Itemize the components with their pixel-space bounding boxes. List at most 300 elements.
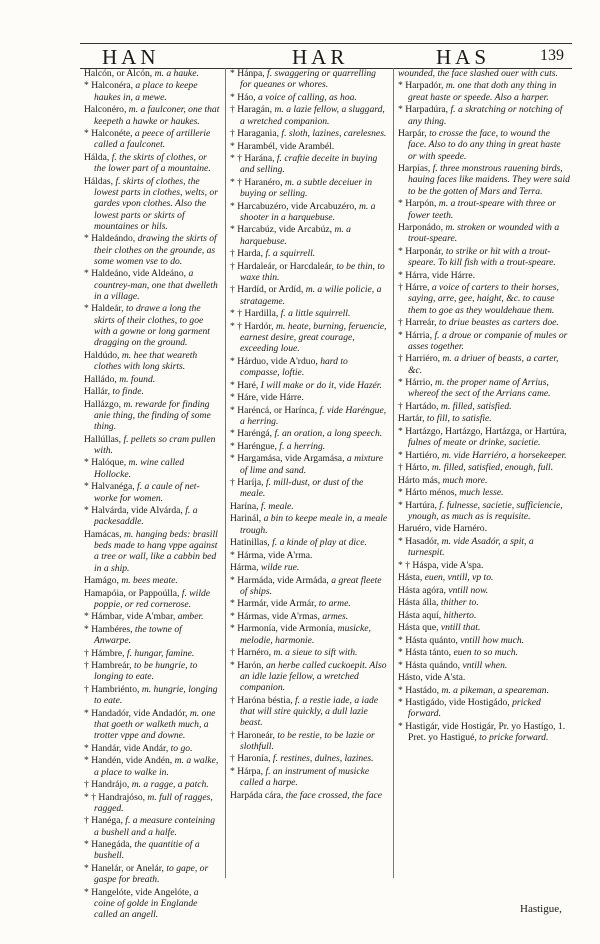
entry-definition: f. a droue or companie of mules or asses together.: [408, 329, 568, 352]
dictionary-entry: [398, 523, 570, 534]
entry-definition: m. vide Asadór, a spit, a turnespit.: [408, 535, 534, 559]
entry-definition: a great fleete of ships.: [240, 574, 382, 597]
entry-headword: Hatinillas,: [230, 537, 270, 549]
entry-headword: Hallár,: [84, 386, 110, 398]
running-header: [80, 43, 572, 69]
dictionary-entry: [84, 529, 220, 574]
entry-definition: to be restie, to be lazie or slothfull.: [240, 729, 375, 752]
entry-definition: I will make or do it, vide Hazér.: [260, 379, 382, 391]
entry-definition: f. swaggering or quarrelling for queanes or whores.: [240, 68, 376, 91]
entry-definition: m. filled, satisfied.: [440, 400, 512, 412]
entry-headword: * Hásta tánto,: [398, 647, 452, 659]
dictionary-entry: [398, 685, 570, 696]
entry-definition: m. a subtle deceiuer in buying or selling.: [240, 176, 373, 200]
dictionary-entry: [230, 308, 388, 319]
entry-definition: thither to.: [440, 597, 479, 609]
entry-definition: m. the proper name of Arrius, whereof the sect of the Arrians came.: [408, 377, 551, 400]
entry-definition: m. a sieue to sift with.: [273, 647, 358, 659]
entry-headword: * Harmár, vide Armár,: [230, 598, 317, 610]
dictionary-entry: [84, 779, 220, 790]
dictionary-entry: [84, 684, 220, 707]
entry-definition: a voice of calling, as hoa.: [257, 91, 357, 103]
dictionary-entry: [230, 513, 388, 536]
column-rule-1: [225, 68, 226, 878]
entry-headword: * Halconéra,: [84, 80, 134, 92]
entry-headword: Háldas,: [84, 175, 114, 187]
entry-definition: amber.: [177, 611, 204, 623]
entry-headword: † Hardíd, or Ardíd,: [230, 284, 304, 296]
dictionary-entry: [84, 152, 220, 175]
dictionary-entry: [84, 624, 220, 647]
entry-definition: to crosse the face, to wound the face. Also to do any thing in great haste or with speede.: [408, 128, 561, 162]
entry-definition: pricked forward.: [408, 697, 541, 720]
entry-headword: * Harcabuzéro, vide Arcabuzéro,: [230, 200, 357, 212]
entry-definition: m. a pikeman, a speareman.: [441, 684, 549, 696]
entry-headword: Halládo,: [84, 373, 117, 385]
dictionary-entry: [398, 317, 570, 328]
dictionary-entry: [230, 753, 388, 764]
entry-headword: * Hárpa,: [230, 765, 264, 777]
entry-headword: * Harponár,: [398, 245, 444, 257]
dictionary-entry: [230, 405, 388, 428]
entry-headword: † Harda,: [230, 248, 264, 260]
entry-definition: f. a caule of net-worke for women.: [94, 481, 200, 504]
entry-definition: m. a ragge, a patch.: [131, 779, 209, 791]
entry-headword: † Haronía,: [230, 753, 271, 765]
header-word-1: HAN: [102, 45, 160, 69]
entry-headword: Haruéro, vide Harnéro.: [398, 523, 487, 535]
dictionary-entry: [84, 350, 220, 373]
entry-definition: f. mill-dust, or dust of the meale.: [240, 477, 364, 500]
entry-headword: † Hardaleár, or Harcdaleár,: [230, 260, 334, 272]
dictionary-entry: [230, 128, 388, 139]
entry-definition: to pricke forward.: [479, 732, 549, 744]
dictionary-entry: [398, 68, 570, 79]
entry-definition: m. hee that weareth clothes with long skirts.: [94, 349, 198, 373]
entry-headword: * Harmonía, vide Armonía,: [230, 623, 336, 635]
dictionary-entry: [230, 224, 388, 247]
dictionary-entry: [230, 537, 388, 548]
entry-definition: hard to compasse, loftie.: [240, 355, 348, 379]
entry-definition: m. one that goeth or walketh much, a trotter vppe and downe.: [94, 707, 216, 742]
dictionary-entry: [230, 284, 388, 307]
entry-definition: f. the skirts of clothes, or the lower part of a mountaine.: [94, 151, 211, 175]
dictionary-entry: [230, 153, 388, 176]
entry-definition: to go.: [170, 742, 193, 754]
dictionary-entry: [230, 177, 388, 200]
entry-definition: m. vide Harriéro, a horsekeeper.: [441, 449, 567, 461]
entry-definition: a mixture of lime and sand.: [240, 453, 384, 476]
entry-definition: to gape, or gaspe for breath.: [94, 862, 209, 886]
entry-headword: * Hárra, vide Hárre.: [398, 269, 475, 281]
dictionary-entry: [84, 68, 220, 79]
dictionary-entry: [398, 413, 570, 424]
dictionary-entry: [398, 622, 570, 633]
entry-headword: † Harreár,: [398, 317, 437, 329]
entry-definition: f. pellets so cram pullen with.: [94, 433, 216, 456]
entry-headword: * Hastigár, vide Hostigár, Pr. yo Hastígo, 1. Pret. yo Hastigué,: [398, 720, 566, 744]
entry-headword: * Harcabúz, vide Arcabúz,: [230, 224, 333, 236]
entry-definition: f. a herring.: [279, 440, 326, 452]
entry-definition: f. a restie iade, a iade that will stire quickly, a dull lazie beast.: [240, 694, 379, 729]
entry-definition: the quantitie of a bushell.: [94, 839, 200, 862]
entry-headword: * Hármas, vide A'rmas,: [230, 610, 320, 622]
entry-definition: f. a squirrell.: [265, 248, 316, 260]
dictionary-entry: [230, 356, 388, 379]
entry-definition: f. fulnesse, sacietie, sufficiencie, ynough, as much as is requisite.: [408, 499, 563, 522]
dictionary-entry: [398, 128, 570, 162]
dictionary-entry: [230, 790, 388, 801]
entry-definition: to finde.: [112, 386, 144, 398]
entry-definition: f. restines, dulnes, lazines.: [272, 753, 374, 765]
entry-headword: * Haldeándo,: [84, 233, 136, 245]
entry-definition: f. hungar, famine.: [126, 647, 195, 659]
entry-definition: fulnes of meate or drinke, sacietie.: [408, 437, 541, 449]
dictionary-entry: [230, 730, 388, 753]
entry-headword: * Hartiéro,: [398, 449, 440, 461]
entry-definition: vntill when.: [462, 659, 508, 671]
entry-headword: * Háo,: [230, 91, 256, 103]
entry-headword: * Hánpa,: [230, 68, 265, 79]
entry-headword: Hásta que,: [398, 622, 439, 634]
entry-headword: † Hartádo,: [398, 400, 439, 412]
entry-definition: the towne of Anwarpe.: [94, 623, 182, 647]
dictionary-entry: [398, 246, 570, 269]
dictionary-entry: [230, 501, 388, 512]
dictionary-entry: [84, 481, 220, 504]
dictionary-entry: [398, 647, 570, 658]
dictionary-entry: [230, 562, 388, 573]
entry-definition: f. an instrument of musicke called a harpe.: [240, 765, 370, 789]
dictionary-entry: [398, 500, 570, 523]
entry-definition: wounded, the face slashed ouer with cuts.: [398, 68, 558, 79]
entry-headword: * Hárrio,: [398, 377, 433, 389]
entry-definition: to arme.: [318, 598, 351, 610]
entry-headword: * Hasadór,: [398, 535, 440, 547]
dictionary-entry: [84, 708, 220, 742]
entry-definition: wilde rue.: [260, 562, 300, 574]
dictionary-entry: [398, 377, 570, 400]
entry-definition: f. vide Haréngue, a herring.: [240, 404, 387, 427]
entry-definition: m. a lazie fellow, a sluggard, a wretched companion.: [240, 104, 385, 127]
dictionary-entry: [84, 386, 220, 397]
entry-headword: Halconéro,: [84, 104, 127, 116]
entry-headword: * Hartúra,: [398, 499, 437, 511]
entry-headword: * Hartázgo, Hartázgo, Hartázga, or Hartúra,: [398, 425, 567, 437]
entry-definition: the face crossed, the face: [285, 789, 383, 801]
entry-headword: † Haragán,: [230, 104, 273, 116]
dictionary-entry: [84, 575, 220, 586]
entry-definition: armes.: [322, 610, 349, 622]
entry-headword: * Harmáda, vide Armáda,: [230, 574, 329, 586]
entry-headword: * Hambéres,: [84, 623, 133, 635]
entry-headword: † Haragania,: [230, 128, 280, 140]
entry-headword: * Hámbar, vide A'mbar,: [84, 611, 176, 623]
entry-definition: to be thin, to waxe thin.: [240, 260, 385, 283]
entry-definition: a voice of carters to their horses, saying, arre, gee, haight, &c. to cause them to goe as they wouldehaue them.: [408, 282, 559, 316]
entry-definition: m. stroken or wounded with a trout-speare.: [408, 221, 560, 245]
entry-headword: Hárma,: [230, 562, 259, 574]
column-2: [230, 68, 388, 802]
entry-headword: * Hanelár, or Anelár,: [84, 862, 164, 874]
entry-headword: Hárto más,: [398, 474, 441, 486]
entry-definition: an herbe called cuckoepit. Also an idle lazie fellow, a wretched companion.: [240, 659, 387, 694]
dictionary-entry: [230, 68, 388, 91]
dictionary-entry: [230, 141, 388, 152]
entry-headword: Hásto, vide A'sta.: [398, 672, 466, 684]
entry-definition: f. a measure conteining a bushell and a halfe.: [94, 815, 215, 838]
entry-headword: † Handrájo,: [84, 779, 130, 791]
entry-headword: * Harpón,: [398, 198, 437, 210]
dictionary-entry: [230, 575, 388, 598]
column-3: [398, 68, 570, 745]
dictionary-entry: [398, 560, 570, 571]
dictionary-entry: [84, 104, 220, 127]
dictionary-entry: [398, 697, 570, 720]
entry-definition: m. heate, burning, feruencie, earnest desire, great courage, exceeding loue.: [240, 320, 387, 355]
entry-headword: Halcón, or Alcón,: [84, 68, 153, 79]
entry-definition: m. hanging beds: brasill beds made to hang vppe against a tree or wall, like a cabbin bed in a ship.: [94, 528, 218, 574]
dictionary-entry: [84, 611, 220, 622]
dictionary-entry: [84, 743, 220, 754]
entry-definition: euen, vntill, vp to.: [424, 572, 494, 584]
entry-headword: * Halvárda, vide Alvárda,: [84, 504, 183, 516]
entry-headword: Harpár,: [398, 128, 427, 140]
dictionary-entry: [84, 863, 220, 886]
dictionary-entry: [398, 80, 570, 103]
dictionary-entry: [230, 201, 388, 224]
entry-definition: to driue beastes as carters doe.: [438, 317, 559, 329]
entry-headword: † Harriéro,: [398, 353, 441, 365]
entry-headword: * Harpadúra,: [398, 104, 449, 116]
dictionary-entry: [230, 321, 388, 355]
entry-definition: m. a hauke.: [154, 68, 199, 79]
entry-definition: m. wine called Hollocke.: [94, 457, 185, 480]
dictionary-entry: [84, 176, 220, 232]
dictionary-entry: [84, 128, 220, 151]
entry-headword: * Halóque,: [84, 457, 127, 469]
dictionary-entry: [84, 505, 220, 528]
entry-headword: † Hambriénto,: [84, 683, 140, 695]
entry-headword: * Harpadór,: [398, 80, 444, 92]
entry-definition: m. rewarde for finding anie thing, the finding of some thing.: [94, 398, 211, 433]
entry-definition: f. a packesaddle.: [94, 504, 198, 528]
entry-definition: euen to so much.: [453, 647, 518, 659]
dictionary-entry: [84, 268, 220, 302]
dictionary-entry: [84, 80, 220, 103]
dictionary-entry: [84, 660, 220, 683]
entry-definition: f. wilde poppie, or red cornerose.: [94, 587, 211, 610]
dictionary-entry: [398, 487, 570, 498]
dictionary-entry: [398, 222, 570, 245]
entry-headword: Harinál,: [230, 513, 262, 525]
entry-headword: Harpáda cára,: [230, 789, 284, 801]
entry-headword: † Haríja,: [230, 477, 264, 489]
entry-headword: Hamapóia, or Pappoúlla,: [84, 587, 180, 599]
dictionary-entry: [230, 428, 388, 439]
entry-headword: * Halvanéga,: [84, 481, 135, 493]
dictionary-entry: [230, 392, 388, 403]
dictionary-entry: [230, 647, 388, 658]
entry-definition: m. a harquebuse.: [240, 224, 351, 247]
dictionary-entry: [398, 462, 570, 473]
entry-definition: vntill that.: [440, 622, 481, 634]
entry-definition: a countrey-man, one that dwelleth in a village.: [94, 268, 218, 302]
entry-headword: † Haróna béstia,: [230, 694, 293, 706]
page-number: 139: [540, 47, 564, 64]
entry-headword: * Hárma, vide A'rma.: [230, 549, 313, 561]
dictionary-entry: [398, 475, 570, 486]
entry-headword: * Handadór, vide Andadór,: [84, 707, 188, 719]
entry-headword: † Hámbre,: [84, 647, 125, 659]
entry-definition: f. an oration, a long speech.: [274, 428, 383, 440]
entry-definition: m. found.: [119, 373, 156, 385]
entry-headword: † Harnéro,: [230, 647, 272, 659]
entry-headword: * Hangelóte, vide Angelóte,: [84, 886, 192, 898]
entry-definition: f. craftie deceite in buying and selling.: [240, 153, 378, 176]
dictionary-entry: [84, 457, 220, 480]
dictionary-entry: [398, 270, 570, 281]
entry-definition: m. filled, satisfied, enough, full.: [431, 462, 554, 474]
entry-definition: a bin to keepe meale in, a meale trough.: [240, 513, 388, 536]
dictionary-entry: [398, 536, 570, 559]
entry-headword: Hamágo,: [84, 575, 119, 587]
entry-headword: * Hásta quánto,: [398, 634, 458, 646]
entry-headword: * Harón,: [230, 659, 264, 671]
dictionary-entry: [230, 695, 388, 729]
entry-definition: f. a kinde of play at dice.: [272, 537, 367, 549]
dictionary-entry: [398, 282, 570, 316]
entry-headword: * Hargamása, vide Argamása,: [230, 453, 345, 465]
entry-headword: † Hanéga,: [84, 815, 123, 827]
entry-definition: musicke, melodie, harmonie.: [240, 623, 371, 646]
entry-definition: to drawe a long the skirts of their clothes, to goe with a gowne or long garment dragging on the ground.: [94, 303, 210, 349]
dictionary-entry: [84, 233, 220, 267]
dictionary-entry: [84, 588, 220, 611]
dictionary-entry: [398, 660, 570, 671]
entry-headword: * Hárria,: [398, 329, 433, 341]
dictionary-entry: [84, 755, 220, 778]
entry-definition: m. a trout-speare with three or fower teeth.: [408, 198, 557, 221]
entry-headword: † Hárre,: [398, 282, 430, 294]
entry-definition: m. a driuer of beasts, a carter, &c.: [408, 353, 559, 376]
entry-definition: a coine of golde in Englande called an angell.: [94, 886, 199, 921]
entry-definition: m. a shooter in a harquebuse.: [240, 200, 376, 223]
dictionary-entry: [398, 198, 570, 221]
entry-headword: * Hásta quándo,: [398, 659, 461, 671]
entry-headword: Harpías,: [398, 163, 431, 175]
entry-headword: Hálda,: [84, 151, 110, 163]
entry-definition: m. a walke, a place to walke in.: [94, 755, 219, 778]
entry-headword: * Haréngue,: [230, 440, 277, 452]
dictionary-entry: [398, 597, 570, 608]
entry-definition: to be hungrie, to longing to eate.: [94, 660, 198, 683]
entry-headword: Haldúdo,: [84, 349, 120, 361]
dictionary-entry: [398, 585, 570, 596]
dictionary-entry: [398, 163, 570, 197]
entry-definition: to strike or hit with a trout-speare. To kill fish with a trout-speare.: [408, 245, 556, 269]
dictionary-entry: [230, 623, 388, 646]
entry-headword: * † Handrajóso,: [84, 791, 146, 803]
entry-definition: f. a skratching or notching of any thing.: [408, 104, 563, 127]
dictionary-entry: [398, 426, 570, 449]
entry-headword: * Haré,: [230, 379, 259, 391]
dictionary-entry: [230, 598, 388, 609]
entry-headword: * † Hardór,: [230, 320, 274, 332]
entry-definition: f. meale.: [260, 500, 294, 512]
entry-headword: * † Háspa, vide A'spa.: [398, 559, 484, 571]
entry-headword: * Haldeáno, vide Aldeáno,: [84, 268, 187, 280]
dictionary-entry: [230, 261, 388, 284]
dictionary-entry: [398, 353, 570, 376]
entry-definition: f. three monstrous rauening birds, hauing faces like maidens. They were said to be the gotten of Mars and Terra.: [408, 163, 570, 197]
dictionary-entry: [230, 660, 388, 694]
entry-headword: † Haroneár,: [230, 729, 275, 741]
entry-definition: hitherto.: [443, 609, 477, 621]
dictionary-entry: [230, 611, 388, 622]
entry-definition: f. sloth, lazines, carelesnes.: [281, 128, 387, 140]
entry-definition: m. hungrie, longing to eate.: [94, 683, 218, 707]
entry-headword: * Hanegáda,: [84, 839, 132, 851]
dictionary-entry: [84, 374, 220, 385]
catchword: Hastigue,: [520, 903, 562, 915]
dictionary-entry: [230, 248, 388, 259]
dictionary-entry: [230, 380, 388, 391]
dictionary-entry: [230, 104, 388, 127]
dictionary-entry: [84, 648, 220, 659]
dictionary-entry: [84, 303, 220, 348]
entry-headword: * Halconéte,: [84, 128, 133, 140]
column-rule-2: [393, 68, 394, 878]
dictionary-entry: [398, 672, 570, 683]
entry-definition: m. bees meate.: [121, 575, 178, 587]
dictionary-entry: [230, 92, 388, 103]
entry-definition: much more.: [442, 474, 488, 486]
dictionary-entry: [398, 401, 570, 412]
entry-headword: Harína,: [230, 500, 259, 512]
dictionary-entry: [398, 610, 570, 621]
dictionary-entry: [84, 887, 220, 921]
entry-headword: Hallázgo,: [84, 398, 122, 410]
entry-headword: * † Harána,: [230, 153, 275, 165]
dictionary-entry: [398, 104, 570, 127]
entry-headword: * Hárduo, vide A'rduo,: [230, 355, 318, 367]
entry-headword: * Hastádo,: [398, 684, 440, 696]
dictionary-entry: [398, 572, 570, 583]
dictionary-entry: [230, 550, 388, 561]
entry-headword: Hartár,: [398, 413, 425, 425]
entry-headword: † Hárto,: [398, 462, 430, 474]
entry-definition: a peece of artillerie called a faulconet.: [94, 128, 211, 151]
entry-headword: Hásta aquí,: [398, 609, 442, 621]
dictionary-entry: [398, 450, 570, 461]
dictionary-entry: [398, 330, 570, 353]
dictionary-entry: [230, 441, 388, 452]
dictionary-entry: [84, 839, 220, 862]
entry-definition: m. a wilie policie, a stratageme.: [240, 284, 382, 307]
entry-headword: * Haldeár,: [84, 303, 124, 315]
entry-headword: * Handár, vide Andár,: [84, 742, 169, 754]
header-word-2: HAR: [292, 45, 349, 69]
entry-definition: a place to keepe haukes in, a mewe.: [94, 80, 198, 103]
dictionary-entry: [84, 815, 220, 838]
dictionary-entry: [230, 766, 388, 789]
dictionary-entry: [398, 721, 570, 744]
entry-headword: * Hárto ménos,: [398, 487, 457, 499]
entry-definition: m. one that doth any thing in great haste or speede. Also a harper.: [408, 80, 557, 103]
entry-headword: * Handén, vide Andén,: [84, 755, 173, 767]
entry-headword: Hásta,: [398, 572, 423, 584]
